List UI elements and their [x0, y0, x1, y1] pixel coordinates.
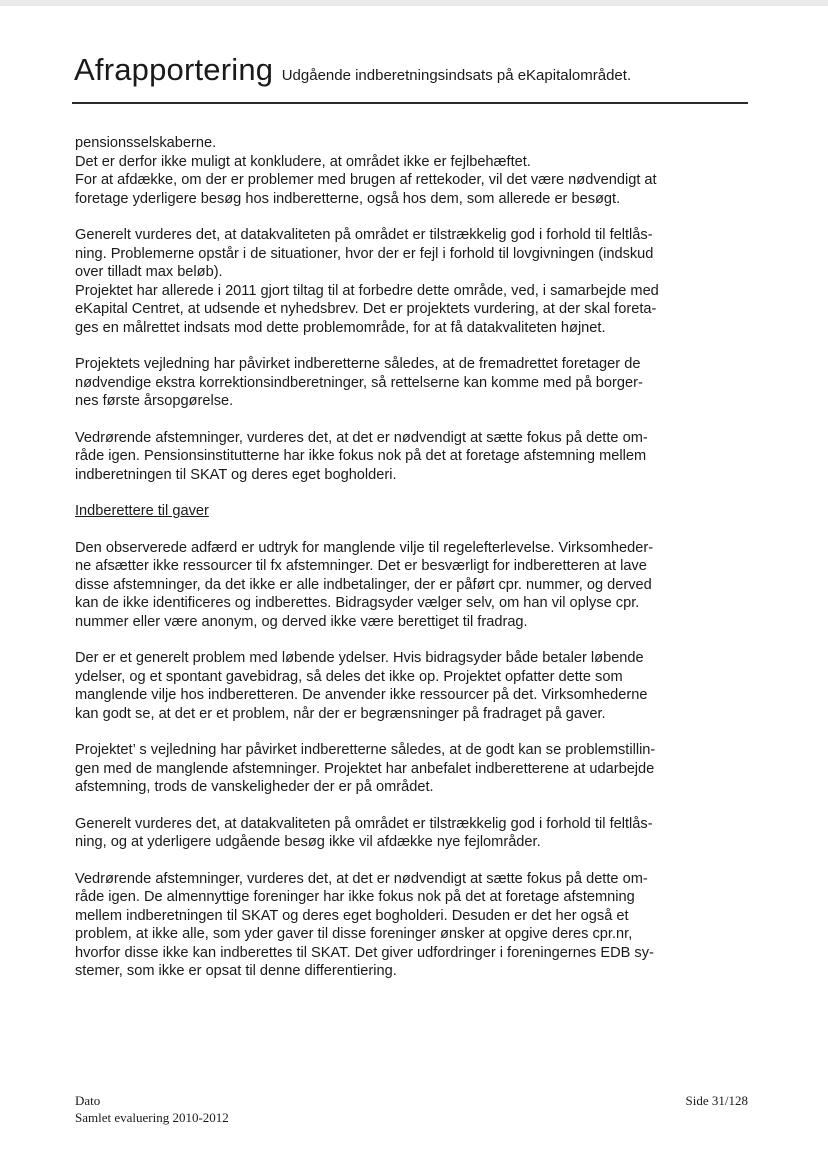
text-line: råde igen. Pensionsinstitutterne har ikke fokus nok på det at foretage afstemning mellem — [75, 448, 647, 464]
text-line: Generelt vurderes det, at datakvaliteten på området er tilstrækkelig god i forhold til feltlås- — [75, 227, 653, 243]
text-line: Projektet har allerede i 2011 gjort tiltag til at forbedre dette område, ved, i samarbejde med — [75, 282, 659, 299]
text-line: kan godt se, at det er et problem, når der er begrænsninger på fradraget på gaver. — [75, 705, 606, 722]
text-line: Vedrørende afstemninger, vurderes det, at det er nødvendigt at sætte fokus på dette om- — [75, 429, 648, 446]
section-heading-gaver: Indberettere til gaver — [75, 503, 209, 519]
text-line: gen med de manglende afstemninger. Projektet har anbefalet indberetterene at udarbejde — [75, 760, 655, 777]
text-line: ning, og at yderligere udgående besøg ikke vil afdække nye fejlområder. — [75, 834, 541, 850]
paragraph-3 — [75, 282, 747, 338]
text-line: ydelser, og et spontant gavebidrag, så deles det ikke op. Projektet opfatter dette som — [75, 668, 623, 685]
text-line: råde igen. De almennyttige foreninger har ikke fokus nok på det at foretage afstemning — [75, 889, 635, 905]
text-line: Det er derfor ikke muligt at konkludere, at området ikke er fejlbehæftet. — [75, 153, 531, 170]
text-line: Den observerede adfærd er udtryk for manglende vilje til regelefterlevelse. Virksomheder- — [75, 539, 654, 556]
text-line: For at afdække, om der er problemer med brugen af rettekoder, vil det være nødvendigt at — [75, 172, 657, 188]
text-line: disse afstemninger, da det ikke er alle indbetalinger, der er påført cpr. nummer, og derved — [75, 576, 652, 593]
text-line: hvorfor disse ikke kan indberettes til SKAT. Det giver udfordringer i foreningernes EDB sy- — [75, 944, 654, 961]
paragraph-10 — [75, 870, 747, 981]
paragraph-2 — [75, 226, 747, 282]
header-title: Afrapportering — [74, 52, 274, 87]
text-line: manglende vilje hos indberetteren. De anvender ikke ressourcer på det. Virksomhederne — [75, 687, 648, 703]
text-line: problem, at ikke alle, som yder gaver til disse foreninger ønsker at opgive deres cpr.nr, — [75, 926, 633, 942]
text-line: foretage yderligere besøg hos indberetterne, også hos dem, som allerede er besøgt. — [75, 190, 621, 207]
text-line: Projektets vejledning har påvirket indberetterne således, at de fremadrettet foretager de — [75, 356, 641, 372]
paragraph-9 — [75, 815, 747, 852]
paragraph-6 — [75, 539, 747, 632]
header-divider — [72, 102, 748, 104]
text-line: Der er et generelt problem med løbende ydelser. Hvis bidragsyder både betaler løbende — [75, 650, 644, 666]
header-subtitle: Udgående indberetningsindsats på eKapitalområdet. — [281, 67, 632, 84]
paragraph-1 — [75, 134, 747, 208]
page-footer-left — [75, 1092, 229, 1126]
text-line: nummer eller være anonym, og derved ikke være berettiget til fradrag. — [75, 613, 528, 630]
text-line: Generelt vurderes det, at datakvaliteten på området er tilstrækkelig god i forhold til feltlås- — [75, 815, 653, 832]
text-line: nes første årsopgørelse. — [75, 393, 234, 409]
page-number: Side 31/128 — [685, 1093, 748, 1108]
paragraph-5 — [75, 429, 747, 485]
text-line: indberetningen til SKAT og deres eget bogholderi. — [75, 466, 397, 483]
text-line: afstemning, trods de vanskeligheder der er på området. — [75, 779, 434, 795]
text-line: mellem indberetningen til SKAT og deres eget bogholderi. Desuden er det her også et — [75, 907, 629, 924]
text-line: ges en målrettet indsats mod dette problemområde, for at få datakvaliteten højnet. — [75, 319, 606, 336]
paragraph-8 — [75, 741, 747, 797]
text-line: ning. Problemerne opstår i de situationer, hvor der er fejl i forhold til lovgivningen (indskud — [75, 245, 654, 262]
page-top-edge — [0, 0, 828, 6]
text-line: Projektet’ s vejledning har påvirket indberetterne således, at de godt kan se problemstillin- — [75, 742, 656, 758]
text-line: eKapital Centret, at udsende et nyhedsbrev. Det er projektets vurdering, at der skal foreta- — [75, 301, 657, 317]
text-line: Vedrørende afstemninger, vurderes det, at det er nødvendigt at sætte fokus på dette om- — [75, 870, 648, 887]
text-line: pensionsselskaberne. — [75, 135, 217, 151]
page-header — [74, 52, 754, 88]
text-line: over tilladt max beløb). — [75, 264, 223, 280]
paragraph-4 — [75, 355, 747, 411]
text-line: stemer, som ikke er opsat til denne differentiering. — [75, 963, 397, 979]
footer-date-label: Dato — [75, 1093, 101, 1108]
text-line: nødvendige ekstra korrektionsindberetninger, så rettelserne kan komme med på borger- — [75, 374, 643, 391]
document-body — [75, 134, 747, 999]
paragraph-7 — [75, 649, 747, 723]
text-line: ne afsætter ikke ressourcer til fx afstemninger. Det er besværligt for indberetteren at lave — [75, 558, 647, 574]
footer-document-title: Samlet evaluering 2010-2012 — [75, 1110, 229, 1125]
text-line: kan de ikke identificeres og indberettes. Bidragsyder vælger selv, om han vil oplyse cpr. — [75, 595, 640, 611]
